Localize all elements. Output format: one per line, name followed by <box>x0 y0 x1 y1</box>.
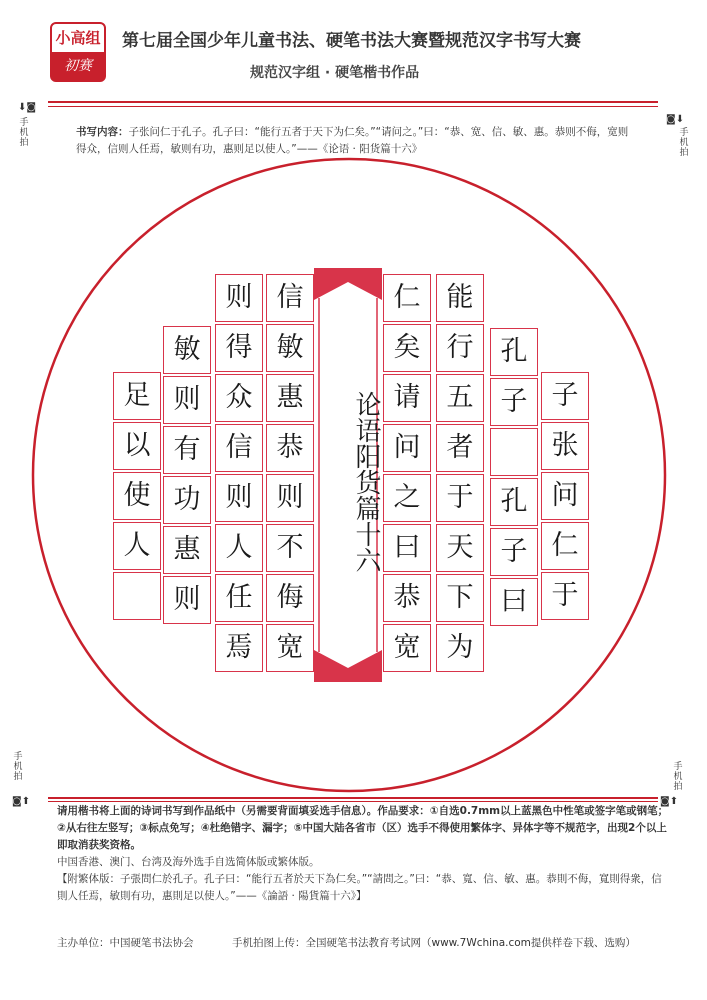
side-label-top-left: 手机拍 <box>19 118 29 148</box>
grid-cell: 张 <box>541 422 589 470</box>
grid-cell: 众 <box>215 374 263 422</box>
grid-cell: 功 <box>163 476 211 524</box>
grid-cell: 子 <box>541 372 589 420</box>
grid-cell: 人 <box>215 524 263 572</box>
grid-cell: 则 <box>163 576 211 624</box>
grid-cell: 仁 <box>383 274 431 322</box>
grid-cell: 于 <box>436 474 484 522</box>
grid-cell: 敏 <box>163 326 211 374</box>
grid-cell: 孔 <box>490 328 538 376</box>
grid-cell: 得 <box>215 324 263 372</box>
regional-note: 中国香港、澳门、台湾及海外选手自选简体版或繁体版。 <box>57 856 320 868</box>
page-title: 第七届全国少年儿童书法、硬笔书法大赛暨规范汉字书写大赛 <box>122 31 581 51</box>
instructions <box>57 803 669 905</box>
grid-cell: 任 <box>215 574 263 622</box>
grid-cell: 曰 <box>490 578 538 626</box>
grid-cell: 信 <box>215 424 263 472</box>
content-label: 书写内容： <box>76 126 129 138</box>
content-text: 子张问仁于孔子。孔子曰：“能行五者于天下为仁矣。”“请问之。”曰：“恭、宽、信、敏、惠。恭则不侮，宽则得众，信则人任焉，敏则有功，惠则足以使人。”——《论语 · 阳货篇十六》 <box>76 126 629 155</box>
side-label-bottom-left: 手机拍 <box>13 752 23 782</box>
grid-cell: 则 <box>215 474 263 522</box>
page-subtitle: 规范汉字组 · 硬笔楷书作品 <box>250 65 420 81</box>
grid-cell: 则 <box>266 474 314 522</box>
grid-cell: 使 <box>113 472 161 520</box>
camera-arrow-icon: ◙⬇ <box>666 114 685 125</box>
grid-cell <box>113 572 161 620</box>
badge-round-label: 初赛 <box>52 52 104 80</box>
grid-cell <box>490 428 538 476</box>
bottom-rule <box>48 797 658 799</box>
grid-cell: 恭 <box>266 424 314 472</box>
grid-cell: 敏 <box>266 324 314 372</box>
grid-cell: 宽 <box>383 624 431 672</box>
grid-cell: 足 <box>113 372 161 420</box>
grid-cell: 问 <box>383 424 431 472</box>
traditional-version: 【附繁体版：子張問仁於孔子。孔子曰：“能行五者於天下為仁矣。”“請問之。”曰：“恭、寬、信、敏、惠。恭則不侮，寬則得衆，信則人任焉，敏則有功，惠則足以使人。”——《論語 · 陽貨篇十六》】 <box>57 873 662 902</box>
organizer-text: 主办单位：中国硬笔书法协会 <box>57 937 194 949</box>
grid-cell: 子 <box>490 528 538 576</box>
grid-cell: 请 <box>383 374 431 422</box>
grid-cell: 天 <box>436 524 484 572</box>
grid-cell: 有 <box>163 426 211 474</box>
grid-cell: 下 <box>436 574 484 622</box>
grid-cell: 惠 <box>266 374 314 422</box>
grid-cell: 仁 <box>541 522 589 570</box>
grid-cell: 行 <box>436 324 484 372</box>
grid-cell: 问 <box>541 472 589 520</box>
grid-cell: 宽 <box>266 624 314 672</box>
requirements-text: 请用楷书将上面的诗词书写到作品纸中（另需要背面填妥选手信息）。作品要求：①自选0.7mm以上蓝黑色中性笔或签字笔或钢笔；②从右往左竖写；③标点免写；④杜绝错字、漏字；⑤中国大陆各省市（区）选手不得使用繁体字、异体字等不规范字，出现2个以上即取消获奖资格。 <box>57 805 669 851</box>
badge-group-label: 小高组 <box>55 29 101 47</box>
grid-cell: 不 <box>266 524 314 572</box>
grid-cell: 则 <box>215 274 263 322</box>
grid-cell: 之 <box>383 474 431 522</box>
grid-cell: 子 <box>490 378 538 426</box>
upload-info: 手机拍图上传：全国硬笔书法教育考试网（www.7Wchina.com提供样卷下载、选购） <box>232 937 636 949</box>
grid-cell: 五 <box>436 374 484 422</box>
title-banner <box>314 268 382 682</box>
camera-arrow-icon: ◙⬆ <box>660 796 679 807</box>
grid-cell: 焉 <box>215 624 263 672</box>
grid-cell: 者 <box>436 424 484 472</box>
grid-cell: 能 <box>436 274 484 322</box>
grid-cell: 侮 <box>266 574 314 622</box>
grid-cell: 曰 <box>383 524 431 572</box>
side-label-top-right: 手机拍 <box>679 128 689 158</box>
bottom-rule-thin <box>48 801 658 802</box>
camera-arrow-icon: ◙⬆ <box>12 796 31 807</box>
grid-cell: 于 <box>541 572 589 620</box>
banner-text: 论语阳货篇十六 <box>351 391 381 573</box>
grid-cell: 矣 <box>383 324 431 372</box>
grid-cell: 恭 <box>383 574 431 622</box>
grid-cell: 人 <box>113 522 161 570</box>
grid-cell: 孔 <box>490 478 538 526</box>
grid-cell: 为 <box>436 624 484 672</box>
grid-cell: 以 <box>113 422 161 470</box>
grid-cell: 则 <box>163 376 211 424</box>
grid-cell: 信 <box>266 274 314 322</box>
grid-cell: 惠 <box>163 526 211 574</box>
camera-arrow-icon: ⬇◙ <box>18 102 37 113</box>
side-label-bottom-right: 手机拍 <box>673 762 683 792</box>
